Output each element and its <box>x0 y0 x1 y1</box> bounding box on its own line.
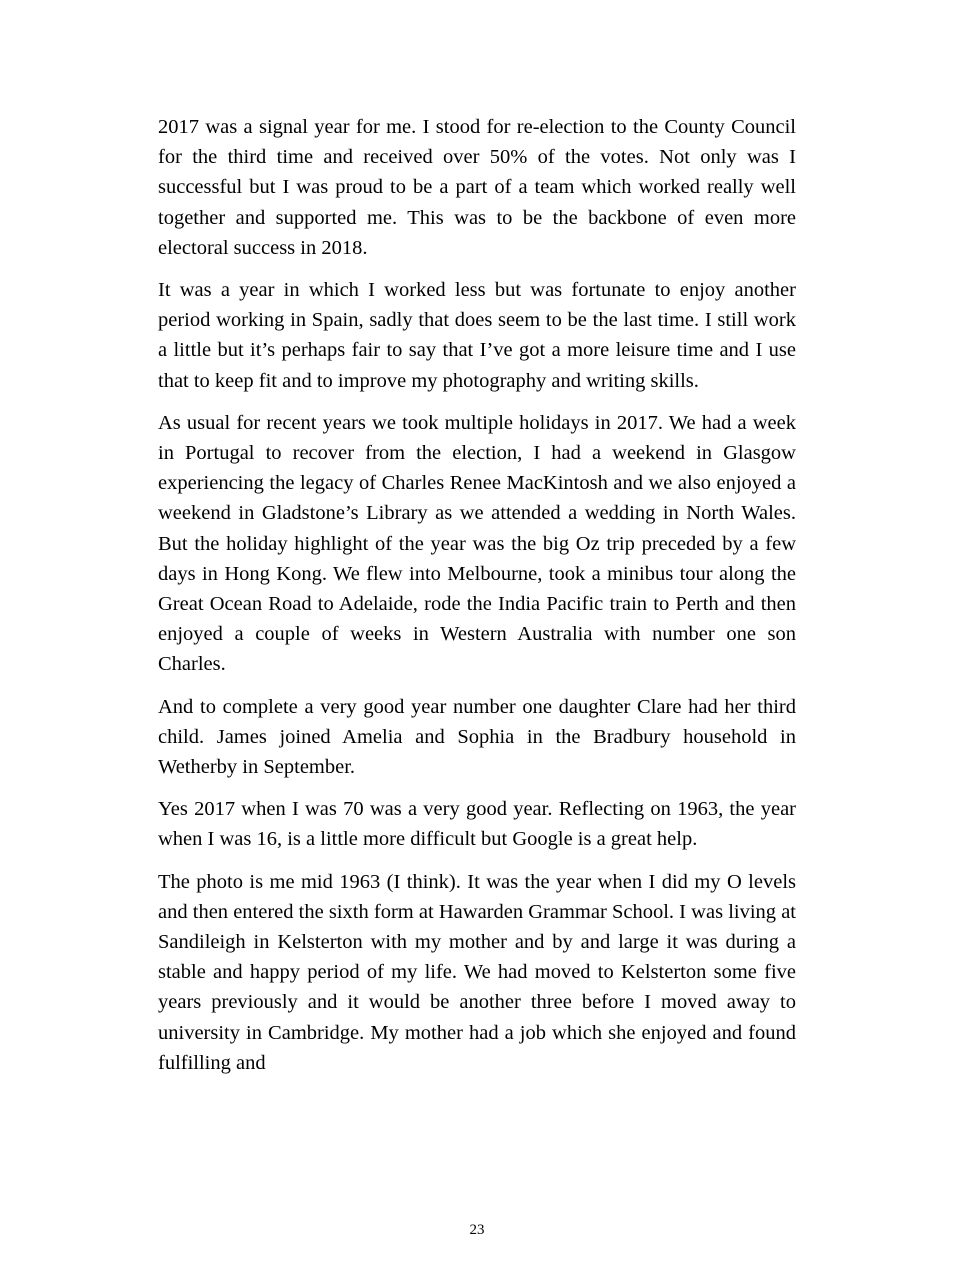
paragraph: Yes 2017 when I was 70 was a very good year. Reflecting on 1963, the year when I was 16, is a little more difficult but Google is a great help. <box>158 798 796 851</box>
paragraph: It was a year in which I worked less but was fortunate to enjoy another period working in Spain, sadly that does seem to be the last time. I still work a little but it’s perhaps fair to say that I’ve got a more leisure time and I use that to keep fit and to improve my photography and writing skills. <box>158 279 796 392</box>
paragraph: And to complete a very good year number one daughter Clare had her third child. James joined Amelia and Sophia in the Bradbury household in Wetherby in September. <box>158 695 796 779</box>
paragraph: As usual for recent years we took multiple holidays in 2017. We had a week in Portugal to recover from the election, I had a weekend in Glasgow experiencing the legacy of Charles Renee MacKintosh and we also enjoyed a weekend in Gladstone’s Library as we attended a wedding in North Wales. But the holiday highlight of the year was the big Oz trip preceded by a few days in Hong Kong. We flew into Melbourne, took a minibus tour along the Great Ocean Road to Adelaide, rode the India Pacific train to Perth and then enjoyed a couple of weeks in Western Australia with number one son Charles. <box>158 411 796 676</box>
paragraph: The photo is me mid 1963 (I think). It was the year when I did my O levels and then entered the sixth form at Hawarden Grammar School. I was living at Sandileigh in Kelsterton with my mother and by and large it was during a stable and happy period of my life. We had moved to Kelsterton some five years previously and it would be another three before I moved away to university in Cambridge. My mother had a job which she enjoyed and found fulfilling and <box>158 870 796 1074</box>
page-number: 23 <box>469 1222 485 1238</box>
paragraph: 2017 was a signal year for me. I stood for re-election to the County Council for the third time and received over 50% of the votes. Not only was I successful but I was proud to be a part of a team which worked really well together and supported me. This was to be the backbone of even more electoral success in 2018. <box>158 116 796 259</box>
page-body-text <box>158 112 796 1078</box>
